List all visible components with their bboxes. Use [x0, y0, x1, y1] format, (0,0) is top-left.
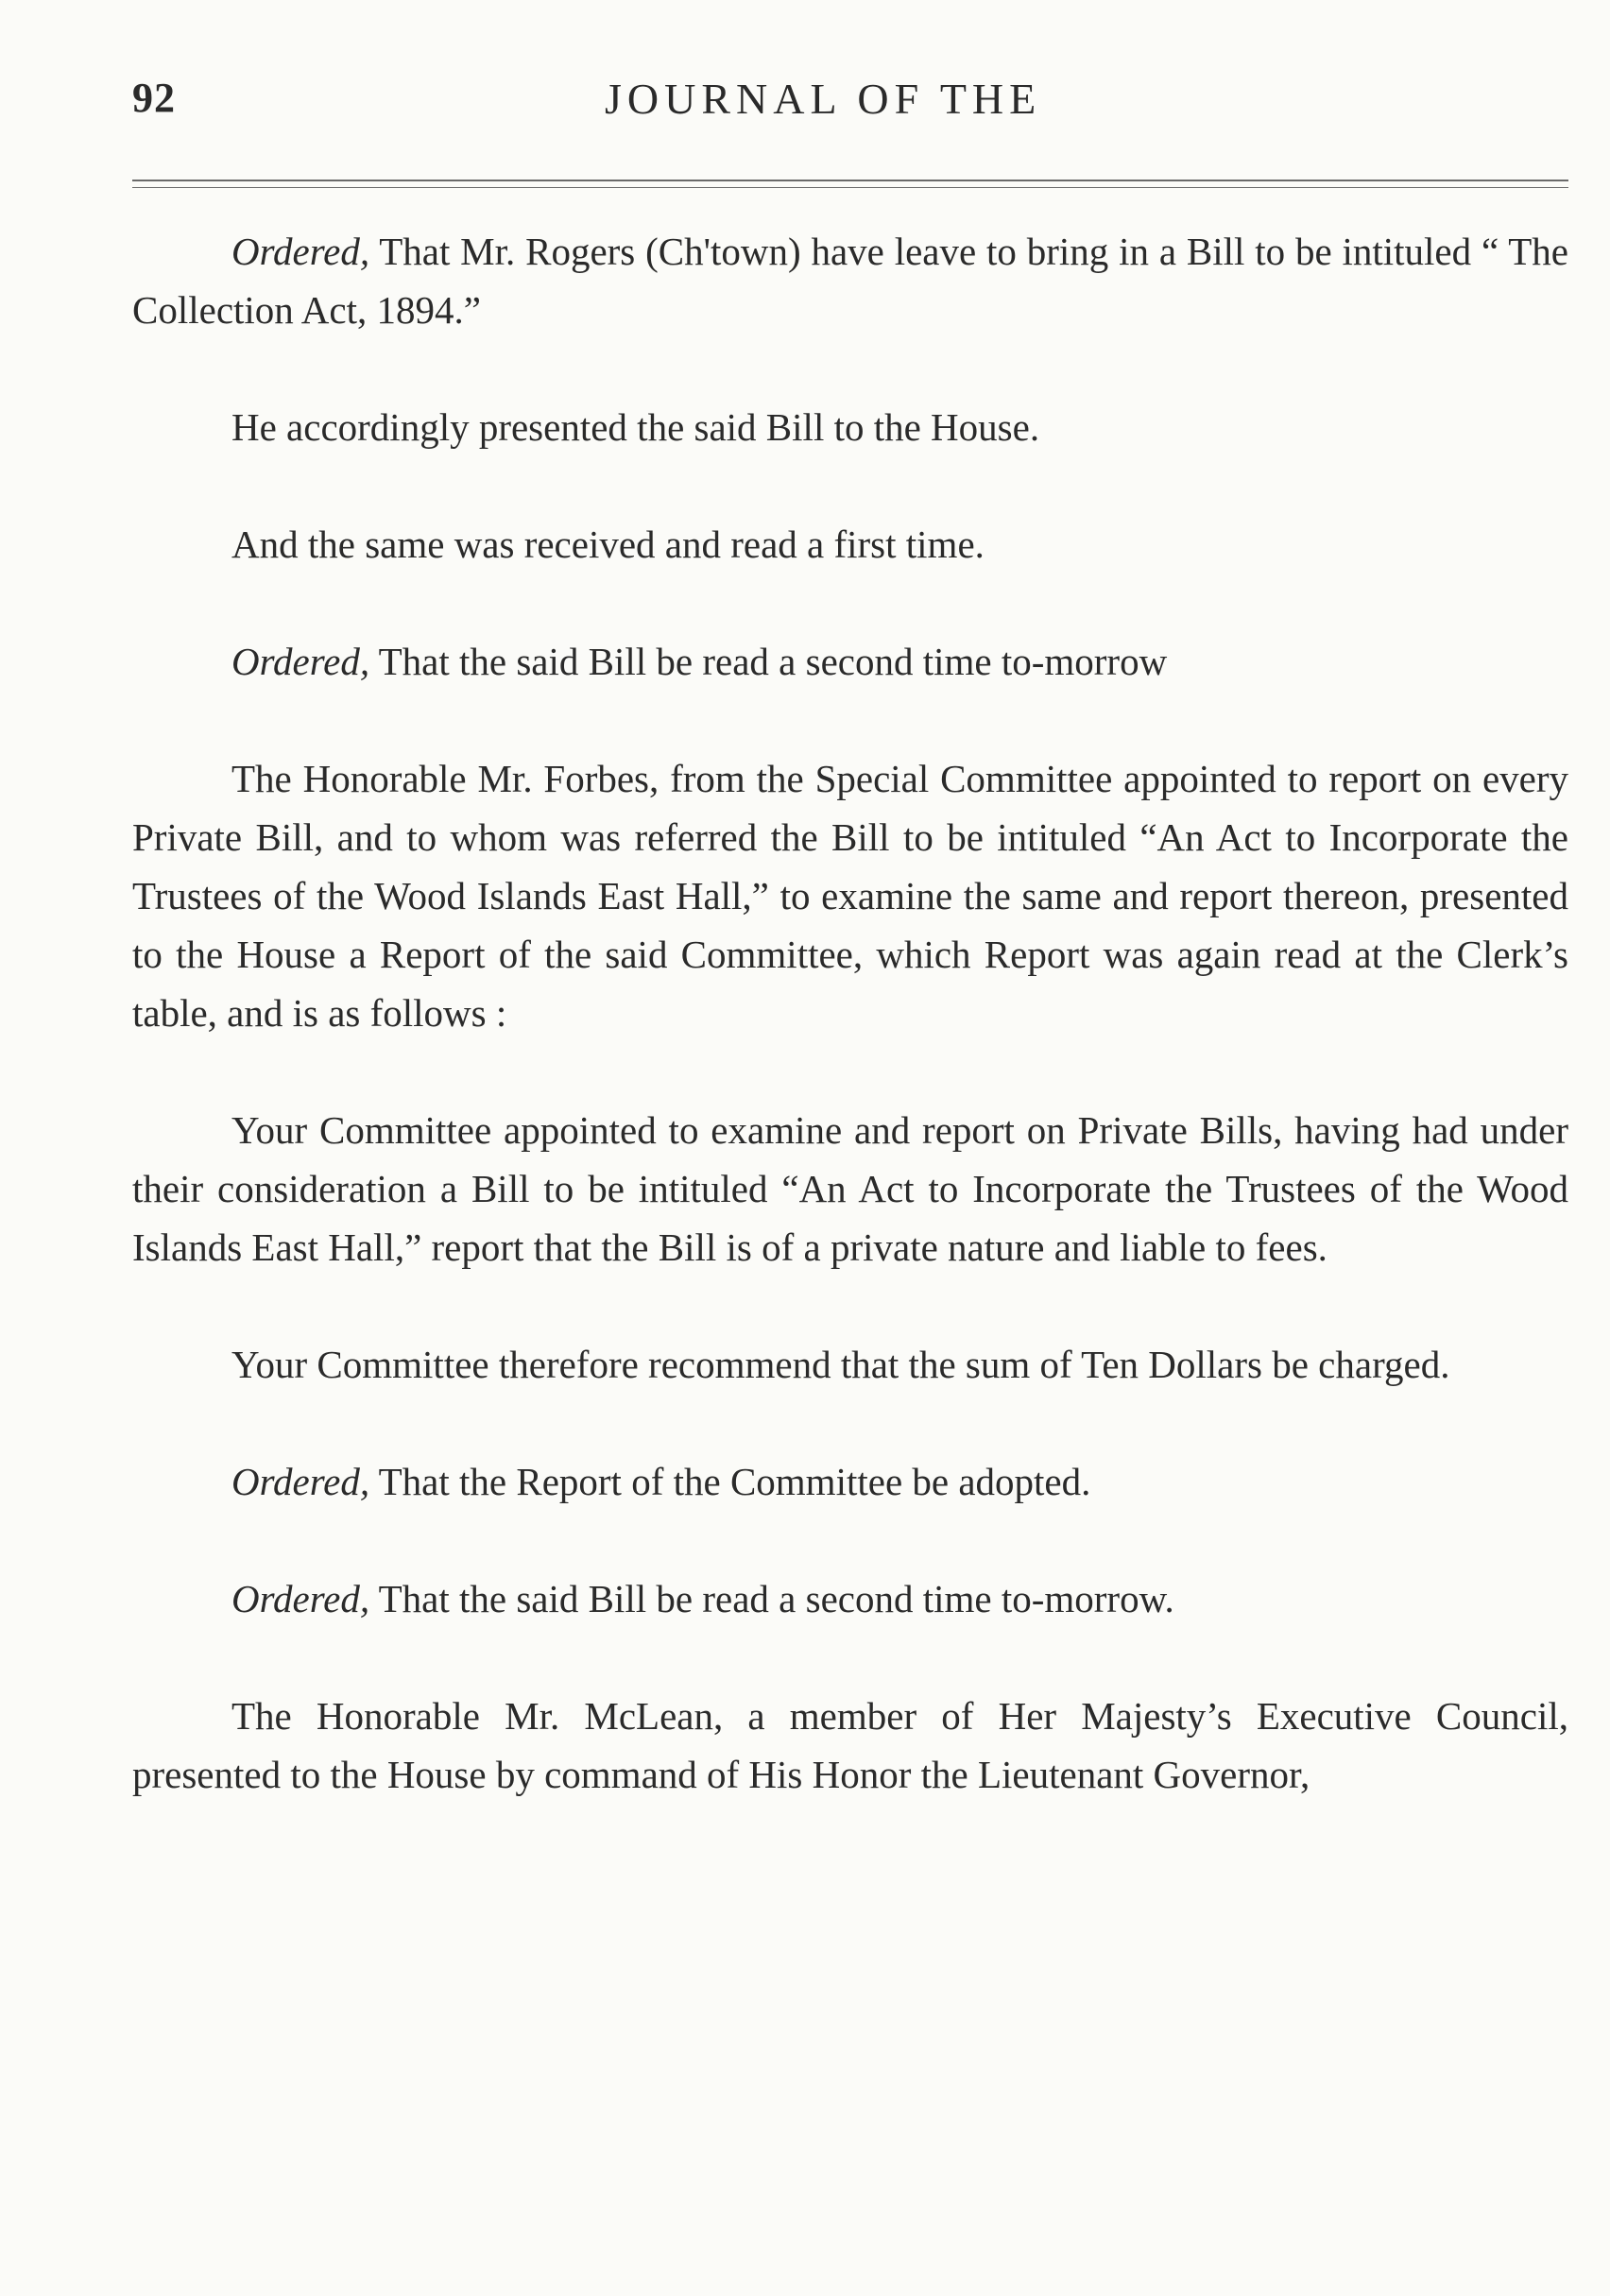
- paragraph-text: And the same was received and read a first time.: [231, 523, 985, 566]
- paragraph: [132, 222, 1568, 339]
- paragraph: [132, 1335, 1568, 1394]
- paragraph: [132, 398, 1568, 456]
- page-number: 92: [132, 75, 176, 121]
- paragraph-lead: Ordered,: [231, 230, 370, 273]
- journal-body: [132, 222, 1568, 1804]
- paragraph-text: That the said Bill be read a second time to-morrow.: [369, 1577, 1174, 1620]
- page-header: [132, 74, 1568, 130]
- paragraph-lead: Ordered,: [231, 1460, 370, 1503]
- paragraph: [132, 515, 1568, 574]
- paragraph-text: That Mr. Rogers (Ch'town) have leave to bring in a Bill to be intituled “ The Collection Act, 1894.”: [132, 230, 1568, 332]
- paragraph-lead: Ordered,: [231, 640, 370, 683]
- paragraph-text: Your Committee appointed to examine and report on Private Bills, having had under their consideration a Bill to be intituled “An Act to Incorporate the Trustees of the Wood Islands East Hall,” report that the Bill is of a private nature and liable to fees.: [132, 1108, 1568, 1269]
- paragraph: [132, 1569, 1568, 1628]
- paragraph-text: The Honorable Mr. Forbes, from the Special Committee appointed to report on every Private Bill, and to whom was referred the Bill to be intituled “An Act to Incorporate the Trustees of the Wood Islands East Hall,” to examine the same and report thereon, presented to the House a Report of the said Committee, which Report was again read at the Clerk’s table, and is as follows :: [132, 757, 1568, 1035]
- header-rule: [132, 180, 1568, 181]
- paragraph: [132, 632, 1568, 691]
- paragraph: [132, 1101, 1568, 1277]
- paragraph-lead: Ordered,: [231, 1577, 370, 1620]
- paragraph-text: Your Committee therefore recommend that the sum of Ten Dollars be charged.: [231, 1343, 1450, 1386]
- paragraph-text: The Honorable Mr. McLean, a member of Her Majesty’s Executive Council, presented to the House by command of His Honor the Lieutenant Governor,: [132, 1694, 1568, 1796]
- paragraph: [132, 1452, 1568, 1511]
- paragraph: [132, 1687, 1568, 1804]
- paragraph-text: That the said Bill be read a second time to-morrow: [369, 640, 1168, 683]
- paragraph: [132, 749, 1568, 1042]
- paragraph-text: He accordingly presented the said Bill to the House.: [231, 405, 1040, 449]
- header-rule-thin: [132, 187, 1568, 188]
- paragraph-text: That the Report of the Committee be adopted.: [369, 1460, 1091, 1503]
- running-title: JOURNAL OF THE: [605, 75, 1042, 123]
